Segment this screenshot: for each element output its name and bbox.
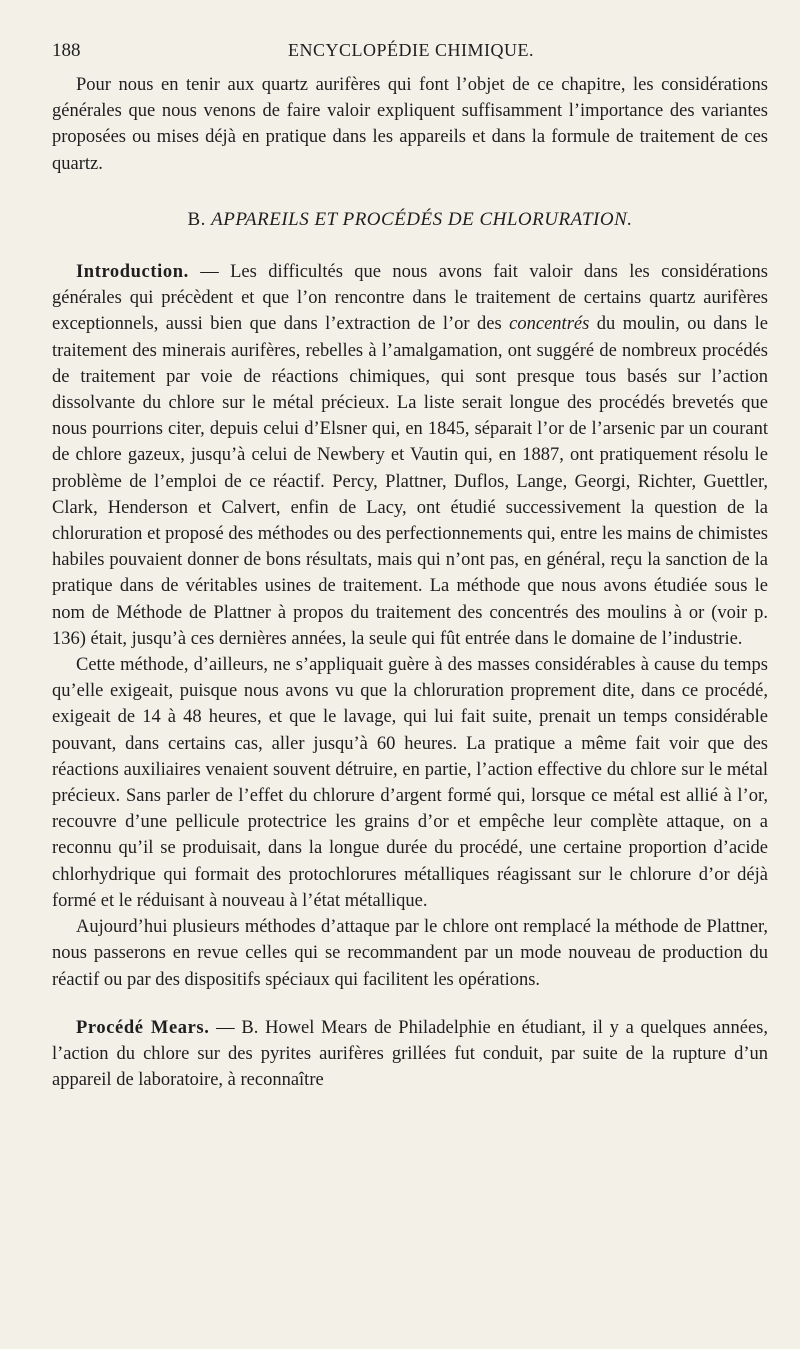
page-number: 188 [52,40,81,61]
mears-run-in: Procédé Mears. [76,1017,210,1038]
section-heading [52,207,768,233]
running-title: ENCYCLOPÉDIE CHIMIQUE. [288,40,534,60]
mears-text: — B. Howel Mears de Philadelphie en étudiant, il y a quelques années, l’action du chlore sur des pyrites aurifères grillées fut conduit, par suite de la rupture d’un appareil de laboratoire, à reconnaître [52,1017,768,1091]
introduction-italic: concentrés [509,314,590,335]
today-paragraph: Aujourd’hui plusieurs méthodes d’attaque par le chlore ont remplacé la méthode de Plattner, nous passerons en revue celles qui se recommandent par un mode nouveau de production du réactif ou par des dispositifs spéciaux qui facilitent les opérations. [52,917,768,990]
introduction-text-a: — Les difficultés que nous avons fait valoir dans les considérations générales qui précèdent et que l’on rencontre dans le traitement de certains quartz aurifères exceptionnels, aussi bien que dans l’extraction de l’or des [52,262,768,335]
mears-paragraph [52,1015,768,1094]
section-title: APPAREILS ET PROCÉDÉS DE CHLORURATION. [211,208,633,230]
intro-paragraph: Pour nous en tenir aux quartz aurifères qui font l’objet de ce chapitre, les considérations générales que nous venons de faire valoir expliquent suffisamment l’importance des variantes proposées ou mises déjà en pratique dans les appareils et dans la formule de traitement de ces quartz. [52,75,768,174]
running-header [52,40,770,68]
plattner-paragraph: Cette méthode, d’ailleurs, ne s’appliquait guère à des masses considérables à cause du temps qu’elle exigeait, puisque nous avons vu que la chloruration proprement dite, dans ce procédé, exigeait de 14 à 48 heures, et que le lavage, qui lui fait suite, prenait un temps considérable pouvant, dans certains cas, aller jusqu’à 60 heures. La pratique a même fait voir que des réactions auxiliaires venaient souvent détruire, en partie, l’action effective du chlore sur le métal précieux. Sans parler de l’effet du chlorure d’argent formé qui, lorsque ce métal est allié à l’or, recouvre d’une pellicule protectrice les grains d’or et empêche leur complète attaque, on a reconnu qu’il se produisait, dans la longue durée du procédé, une certaine proportion d’acide chlorhydrique qui formait des protochlorures métalliques réagissant sur le chlorure d’or déjà formé et le réduisant à nouveau à l’état métallique. [52,655,768,911]
page-body [52,72,768,1093]
section-letter: B. [187,208,206,230]
introduction-text-b: du moulin, ou dans le traitement des minerais aurifères, rebelles à l’amalgamation, ont suggéré de nombreux procédés de traitement par voie de réactions chimiques, qui sont presque tous basés sur l’action dissolvante du chlore sur le métal précieux. La liste serait longue des procédés brevetés que nous pourrions citer, depuis celui d’Elsner qui, en 1845, séparait l’or de l’arsenic par un courant de chlore gazeux, jusqu’à celui de Newbery et Vautin qui, en 1887, ont pratiquement résolu le problème de l’emploi de ce réactif. Percy, Plattner, Duflos, Lange, Georgi, Richter, Guettler, Clark, Henderson et Calvert, enfin de Lacy, ont étudié successivement la question de la chloruration et proposé des méthodes ou des perfectionnements qui, entre les mains de chimistes habiles pouvaient donner de bons résultats, mais qui n’ont pas, en général, reçu la sanction de la pratique dans de véritables usines de traitement. La méthode que nous avons étudiée sous le nom de Méthode de Plattner à propos du traitement des concentrés des moulins à or (voir p. 136) était, jusqu’à ces dernières années, la seule qui fût entrée dans le domaine de l’industrie. [52,314,768,649]
paragraph-gap [52,993,768,1015]
introduction-run-in: Introduction. [76,262,189,283]
introduction-paragraph [52,259,768,652]
